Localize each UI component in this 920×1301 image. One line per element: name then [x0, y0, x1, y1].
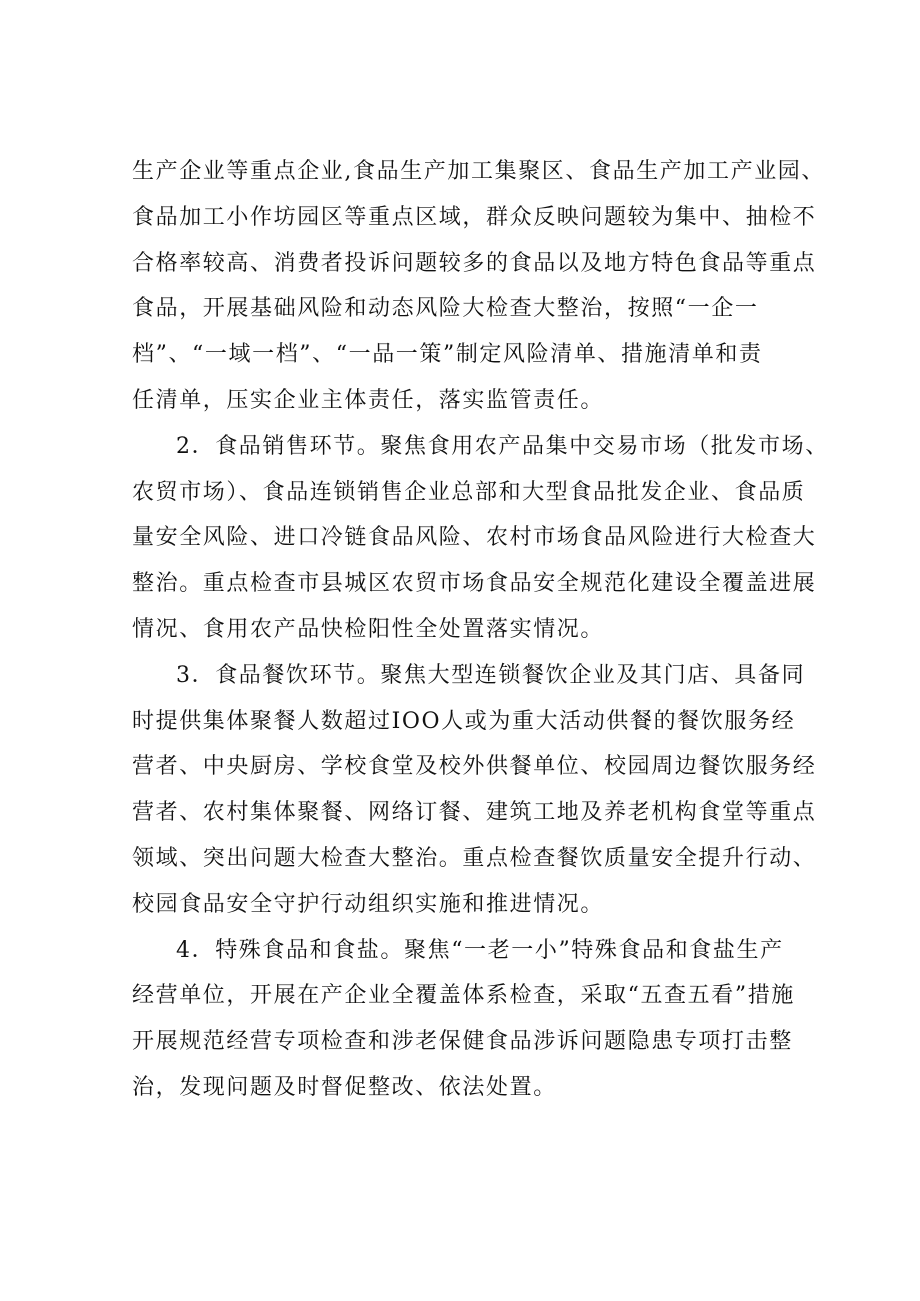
- text-line: 时提供集体聚餐人数超过IOO人或为重大活动供餐的餐饮服务经: [132, 708, 796, 734]
- text-line: 食品加工小作坊园区等重点区域，群众反映问题较为集中、抽检不: [132, 204, 817, 230]
- text-line: 营者、农村集体聚餐、网络订餐、建筑工地及养老机构食堂等重点: [132, 800, 817, 826]
- text-line: 量安全风险、进口冷链食品风险、农村市场食品风险进行大检查大: [132, 525, 817, 551]
- paragraph-3-first-line: 3．食品餐饮环节。聚焦大型连锁餐饮企业及其门店、具备同: [176, 662, 806, 688]
- text-line: 营者、中央厨房、学校食堂及校外供餐单位、校园周边餐饮服务经: [132, 754, 817, 780]
- paragraph-4-first-line: 4．特殊食品和食盐。聚焦“一老一小”特殊食品和食盐生产: [176, 937, 784, 963]
- text-line: 整治。重点检查市县城区农贸市场食品安全规范化建设全覆盖进展: [132, 571, 817, 597]
- text-line: 情况、食用农产品快检阳性全处置落实情况。: [132, 616, 605, 642]
- document-body: [132, 149, 829, 1111]
- text-line: 农贸市场）、食品连锁销售企业总部和大型食品批发企业、食品质: [132, 479, 806, 505]
- text-line: 开展规范经营专项检查和涉老保健食品涉诉问题隐患专项打击整: [132, 1029, 793, 1055]
- text-line: 经营单位，开展在产企业全覆盖体系检查，采取“五查五看”措施: [132, 983, 795, 1009]
- text-line: 校园食品安全守护行动组织实施和推进情况。: [132, 891, 605, 917]
- text-line: 治，发现问题及时督促整改、依法处置。: [132, 1074, 557, 1100]
- text-line: 档”、“一域一档”、“一品一策”制定风险清单、措施清单和责: [132, 342, 763, 368]
- text-line: 领域、突出问题大检查大整治。重点检查餐饮质量安全提升行动、: [132, 845, 817, 871]
- text-line: 食品，开展基础风险和动态风险大检查大整治，按照“一企一: [132, 296, 759, 322]
- text-line: 任清单，压实企业主体责任，落实监管责任。: [132, 387, 605, 413]
- text-line: 合格率较高、消费者投诉问题较多的食品以及地方特色食品等重点: [132, 250, 817, 276]
- paragraph-2-first-line: 2．食品销售环节。聚焦食用农产品集中交易市场（批发市场、: [176, 433, 829, 459]
- text-line: 生产企业等重点企业,食品生产加工集聚区、食品生产加工产业园、: [132, 159, 825, 184]
